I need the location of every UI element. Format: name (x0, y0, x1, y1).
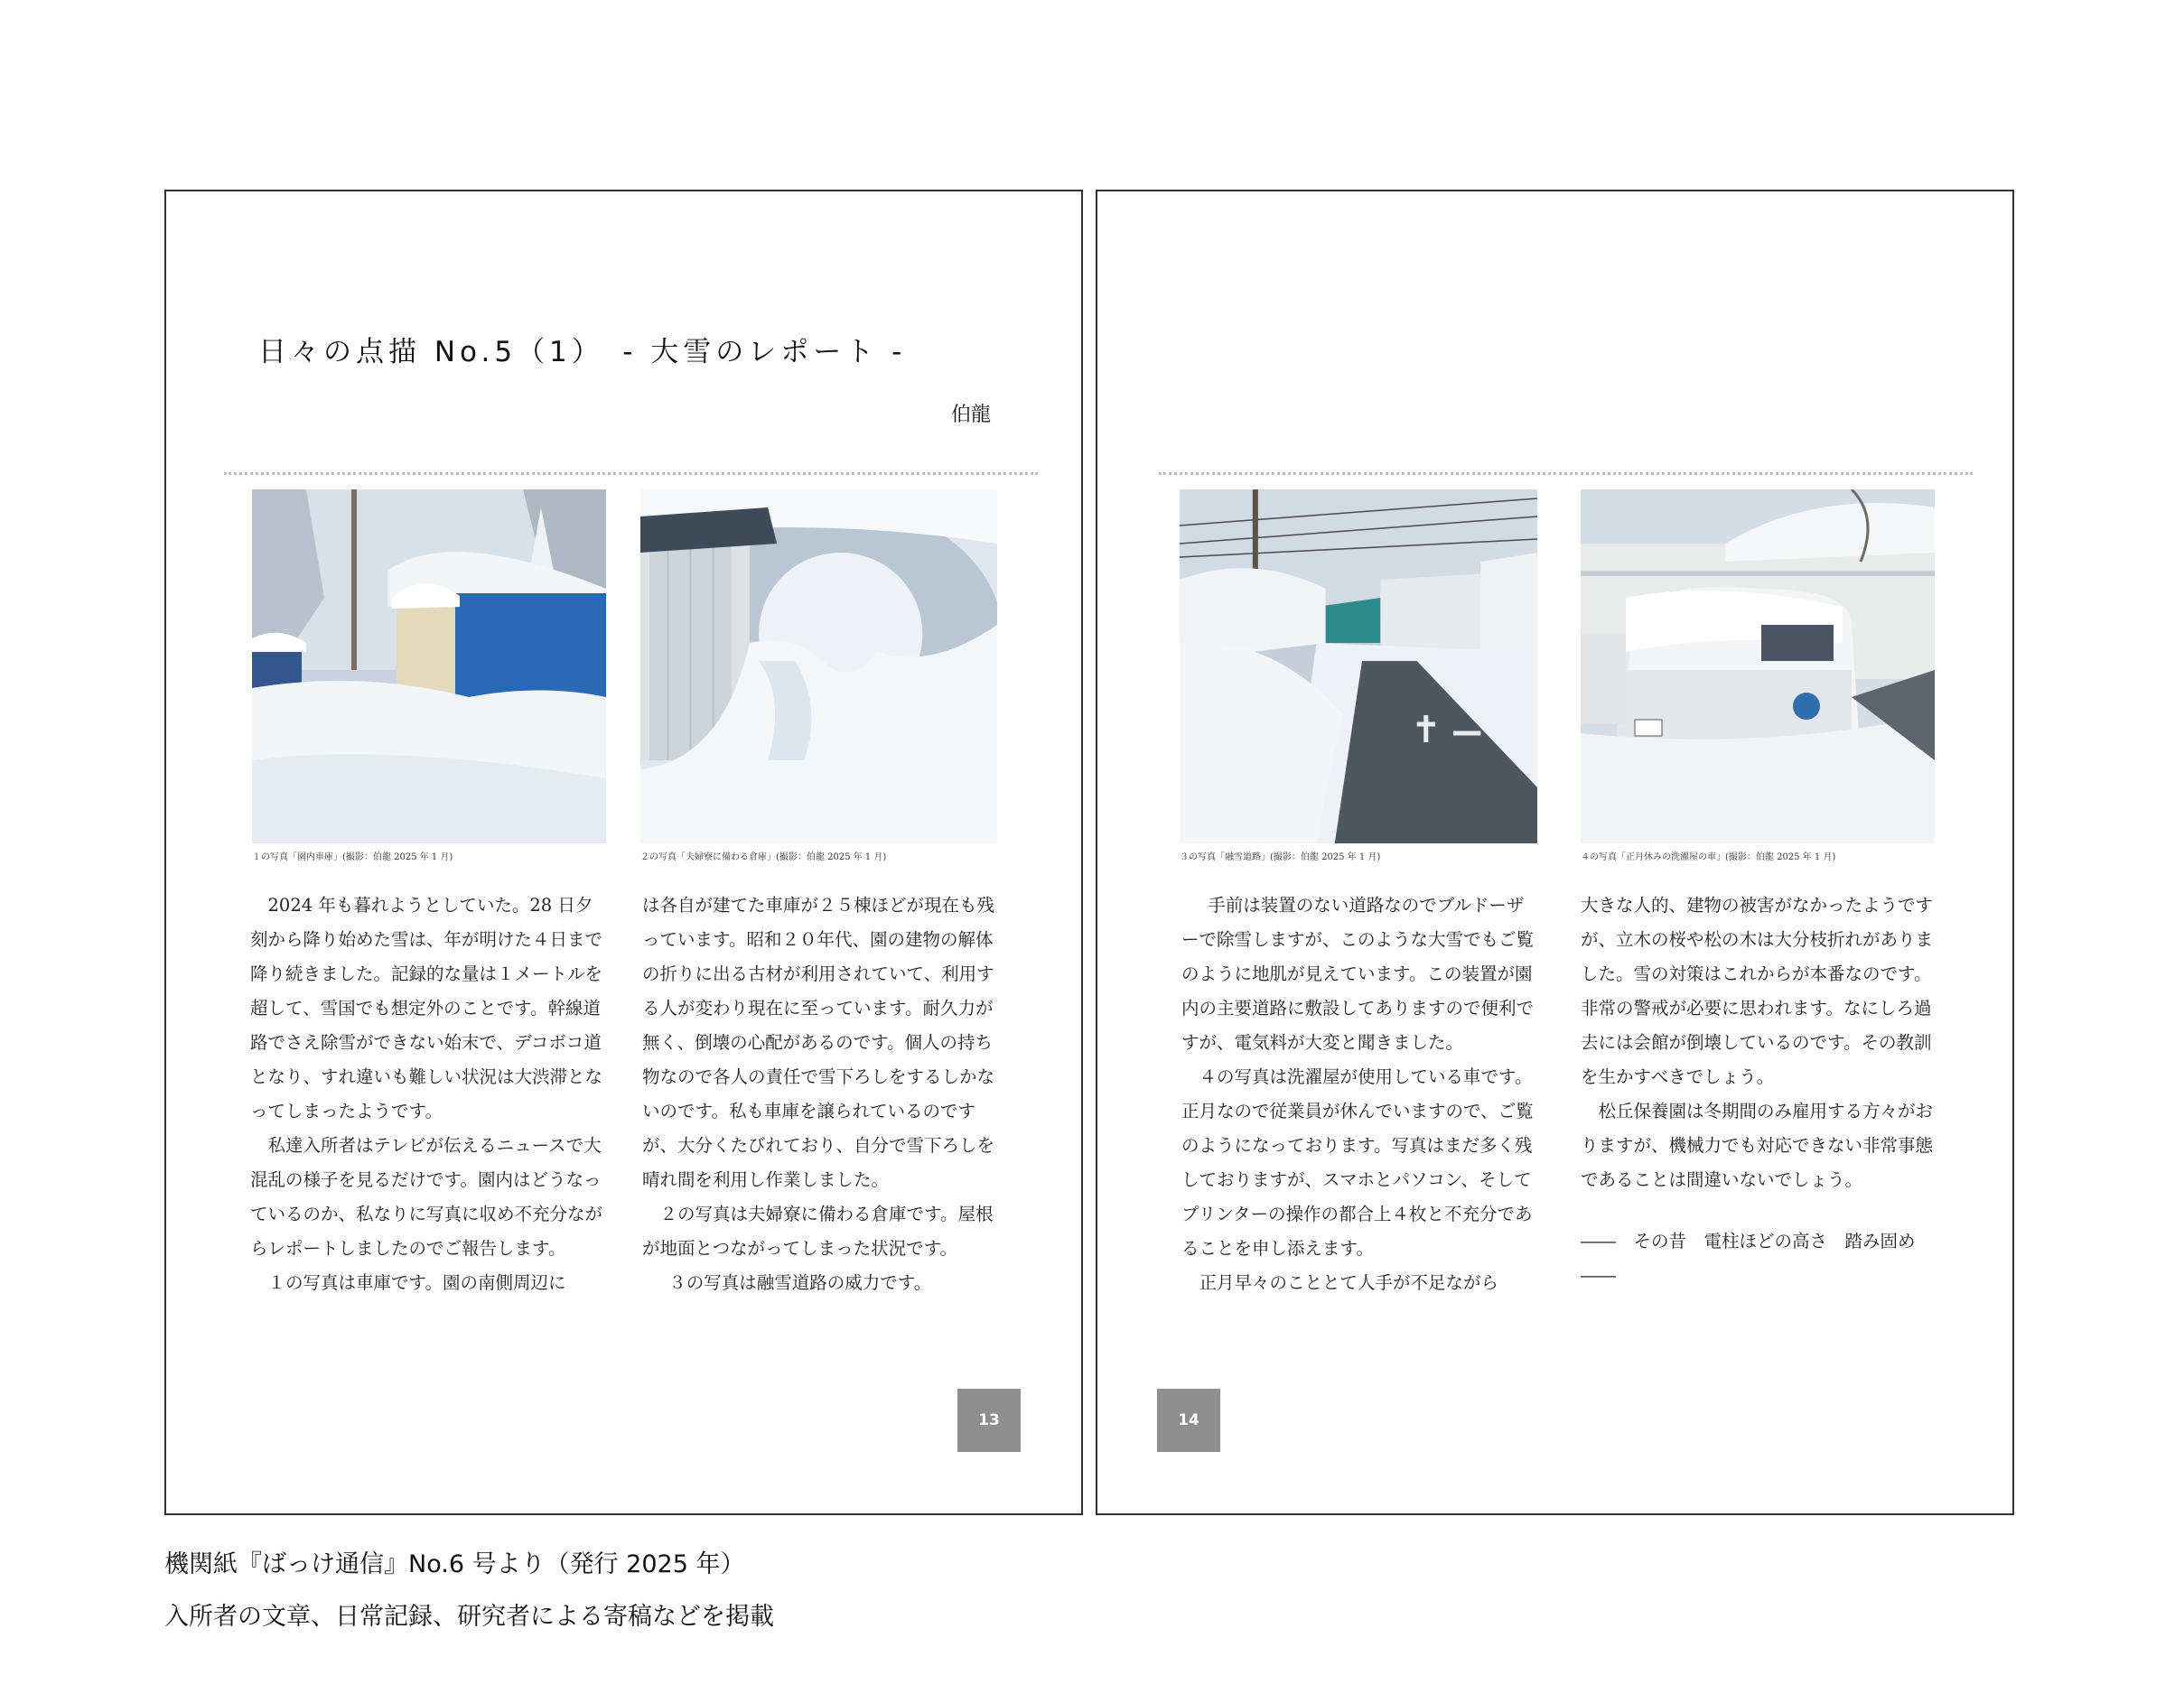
paragraph: １の写真は車庫です。園の南側周辺に (267, 1272, 566, 1293)
photo-van (1581, 489, 1935, 843)
page-number: 14 (1157, 1389, 1220, 1452)
dotted-divider (1159, 472, 1973, 475)
photo-shed (640, 489, 997, 843)
page-left (164, 190, 1083, 1515)
photo-caption: ３の写真「融雪道路」(撮影：伯龍 2025 年 1 月) (1180, 852, 1381, 862)
haiku: ―― その昔 電柱ほどの高さ 踏み固め ―― (1581, 1231, 1934, 1286)
article-title: 日々の点描 No.5（1） - 大雪のレポート - (258, 336, 907, 368)
text-column-2 (642, 889, 1000, 1300)
spacer (1581, 1197, 1938, 1224)
paragraph: 手前は装置のない道路なのでブルドーザーで除雪しますが、このような大雪でもご覧のように地肌が見えています。この装置が園内の主要道路に敷設してありますので便利ですが、電気料が大変と聞きました。 (1181, 895, 1535, 1053)
text-column-2 (1581, 889, 1938, 1293)
paragraph: 2024 年も暮れようとしていた。28 日夕刻から降り始めた雪は、年が明けた４日まで降り続きました。記録的な量は１メートルを超して、雪国でも想定外のことです。幹線道路でさえ除雪ができない始末で、デコボコ道となり、すれ違いも難しい状況は大渋滞となってしまったようです。 (250, 895, 603, 1121)
paragraph: は各自が建てた車庫が２５棟ほどが現在も残っています。昭和２０年代、園の建物の解体の折りに出る古材が利用されていて、利用する人が変わり現在に至っています。耐久力が無く、倒壊の心配があるのです。個人の持ち物なので各人の責任で雪下ろしをするしかないのです。私も車庫を譲られているのですが、大分くたびれており、自分で雪下ろしを晴れ間を利用し作業しました。 (642, 895, 995, 1190)
text-column-1 (250, 889, 608, 1300)
paragraph: 松丘保養園は冬期間のみ雇用する方々がおりますが、機械力でも対応できない非常事態であることは間違いないでしょう。 (1581, 1101, 1934, 1190)
text-column-1 (1181, 889, 1539, 1300)
page-number: 13 (957, 1389, 1021, 1452)
paragraph: ４の写真は洗濯屋が使用している車です。正月なので従業員が休んでいますので、ご覧のようになっております。写真はまだ多く残しておりますが、スマホとパソコン、そしてプリンターの操作の都合上４枚と不充分であることを申し添えます。 (1181, 1066, 1534, 1259)
dotted-divider (224, 472, 1038, 475)
photo-road (1180, 489, 1537, 843)
paragraph: 私達入所者はテレビが伝えるニュースで大混乱の様子を見るだけです。園内はどうなっているのか、私なりに写真に収め不充分ながらレポートしましたのでご報告します。 (250, 1135, 603, 1259)
author-name: 伯龍 (950, 404, 991, 426)
page-right (1096, 190, 2014, 1515)
photo-caption: ２の写真「夫婦寮に備わる倉庫」(撮影：伯龍 2025 年 1 月) (640, 852, 887, 862)
footer-description: 入所者の文章、日常記録、研究者による寄稿などを掲載 (164, 1603, 774, 1631)
paragraph: ２の写真は夫婦寮に備わる倉庫です。屋根が地面とつながってしまった状況です。 (642, 1204, 994, 1259)
paragraph: 大きな人的、建物の被害がなかったようですが、立木の桜や松の木は大分枝折れがありました。雪の対策はこれからが本番なのです。非常の警戒が必要に思われます。なにしろ過去には会館が倒壊しているのです。その教訓を生かすべきでしょう。 (1581, 895, 1934, 1087)
photo-caption: １の写真「園内車庫」(撮影：伯龍 2025 年 1 月) (252, 852, 453, 862)
paragraph: 正月早々のこととて人手が不足ながら (1199, 1272, 1499, 1293)
photo-caption: ４の写真「正月休みの洗濯屋の車」(撮影：伯龍 2025 年 1 月) (1581, 852, 1836, 862)
paragraph: ３の写真は融雪道路の威力です。 (668, 1272, 932, 1293)
footer-source: 機関紙『ばっけ通信』No.6 号より（発行 2025 年） (164, 1550, 745, 1578)
photo-garage (252, 489, 606, 843)
